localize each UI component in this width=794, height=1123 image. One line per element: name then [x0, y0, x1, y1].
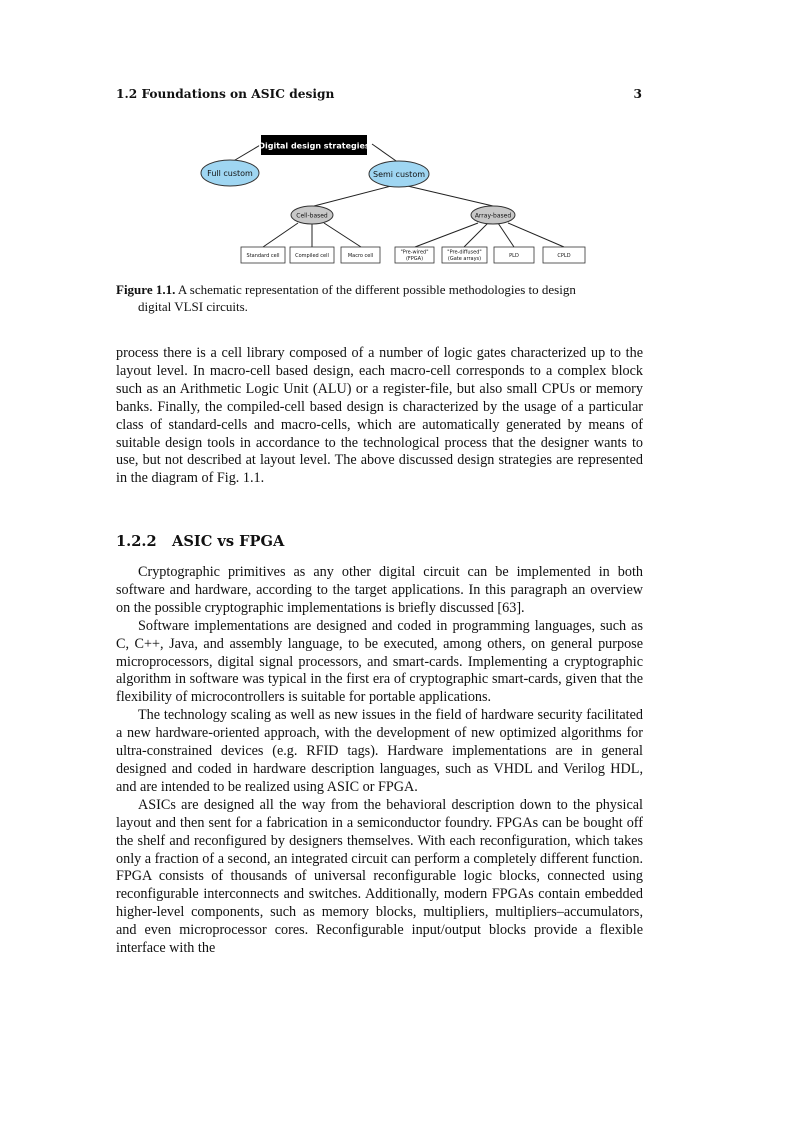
paragraph-text: Software implementations are designed and coded in programming languages, such as C, C++, Java, and assembly language, to be executed, among others, on general purpose microprocessors, digital signal processors, and smart-cards. Implementing a cryptographic algorithm in software was typical in the first era of cryptographic smart-cards, given that the flexibility of microcontrollers is suitable for portable applications.	[116, 617, 643, 706]
running-header	[116, 87, 642, 105]
paragraph-text: ASICs are designed all the way from the behavioral description down to the physical layout and then sent for a fabrication in a semiconductor foundry. FPGAs can be bought off the shelf and reconfigured by designers themselves. With each reconfiguration, which takes only a fraction of a second, an integrated circuit can perform a completely different function. FPGA consists of thousands of universal reconfigurable logic blocks, connected using reconfigurable interconnects and switches. Additionally, modern FPGAs contain embedded higher-level components, such as memory blocks, multipliers, multipliers–accumulators, and even microprocessor cores. Reconfigurable input/output blocks provide a flexible interface with the	[116, 796, 643, 957]
paragraph-text: The technology scaling as well as new issues in the field of hardware security facilitated a new hardware-oriented approach, with the development of new optimized algorithms for ultra-constrained devices (e.g. RFID tags). Hardware implementations are in general designed and coded in hardware description languages, such as VHDL and Verilog HDL, and are intended to be realized using ASIC or FPGA.	[116, 707, 643, 795]
leaf-gate-arrays-label-2: (Gate arrays)	[447, 256, 482, 262]
root-node-label: Digital design strategies	[258, 141, 370, 151]
leaf-standard-cell-label: Standard cell	[246, 253, 280, 259]
leaf-macro-cell-label: Macro cell	[347, 253, 374, 259]
header-section-title: 1.2 Foundations on ASIC design	[116, 87, 335, 101]
caption-text-line2: digital VLSI circuits.	[138, 299, 248, 314]
semi-custom-label: Semi custom	[372, 170, 426, 179]
caption-text-line1: A schematic representation of the different possible methodologies to design	[177, 282, 576, 297]
leaf-gate-arrays-label-1: "Pre-diffused"	[447, 249, 482, 256]
figure-caption	[116, 281, 643, 315]
section-heading	[116, 533, 643, 550]
leaf-compiled-cell-label: Compiled cell	[295, 253, 329, 259]
cell-based-label: Cell-based	[296, 212, 328, 220]
leaf-fpga-label-1: "Pre-wired"	[400, 249, 429, 256]
section-body	[116, 564, 643, 958]
array-based-label: Array-based	[474, 212, 512, 220]
caption-label: Figure 1.1.	[116, 282, 176, 297]
paragraph-text: Cryptographic primitives as any other digital circuit can be implemented in both software and hardware, according to the target applications. In this paragraph an overview on the possible cryptographic implementations is briefly discussed [63].	[116, 564, 643, 616]
full-custom-label: Full custom	[207, 169, 253, 178]
diagram-connectors	[230, 141, 564, 247]
section-number: 1.2.2	[116, 533, 157, 550]
header-page-number: 3	[633, 87, 642, 101]
leaf-pld-label: PLD	[509, 253, 519, 259]
continued-paragraph	[116, 345, 643, 488]
leaf-fpga-label-2: (FPGA)	[405, 256, 424, 262]
leaf-cpld-label: CPLD	[557, 253, 571, 259]
paragraph-text: process there is a cell library composed of a number of logic gates characterized up to the layout level. In macro-cell based design, each macro-cell corresponds to a complex block such as an Arithmetic Logic Unit (ALU) or a register-file, but also small CPUs or memory banks. Finally, the compiled-cell based design is characterized by the usage of a particular class of standard-cells and macro-cells, which are automatically generated by means of suitable design tools in accordance to the technological process that the designer wants to use, but not described at layout level. The above discussed design strategies are represented in the diagram of Fig. 1.1.	[116, 345, 643, 487]
design-strategies-diagram	[196, 130, 588, 270]
section-title: ASIC vs FPGA	[172, 533, 285, 550]
